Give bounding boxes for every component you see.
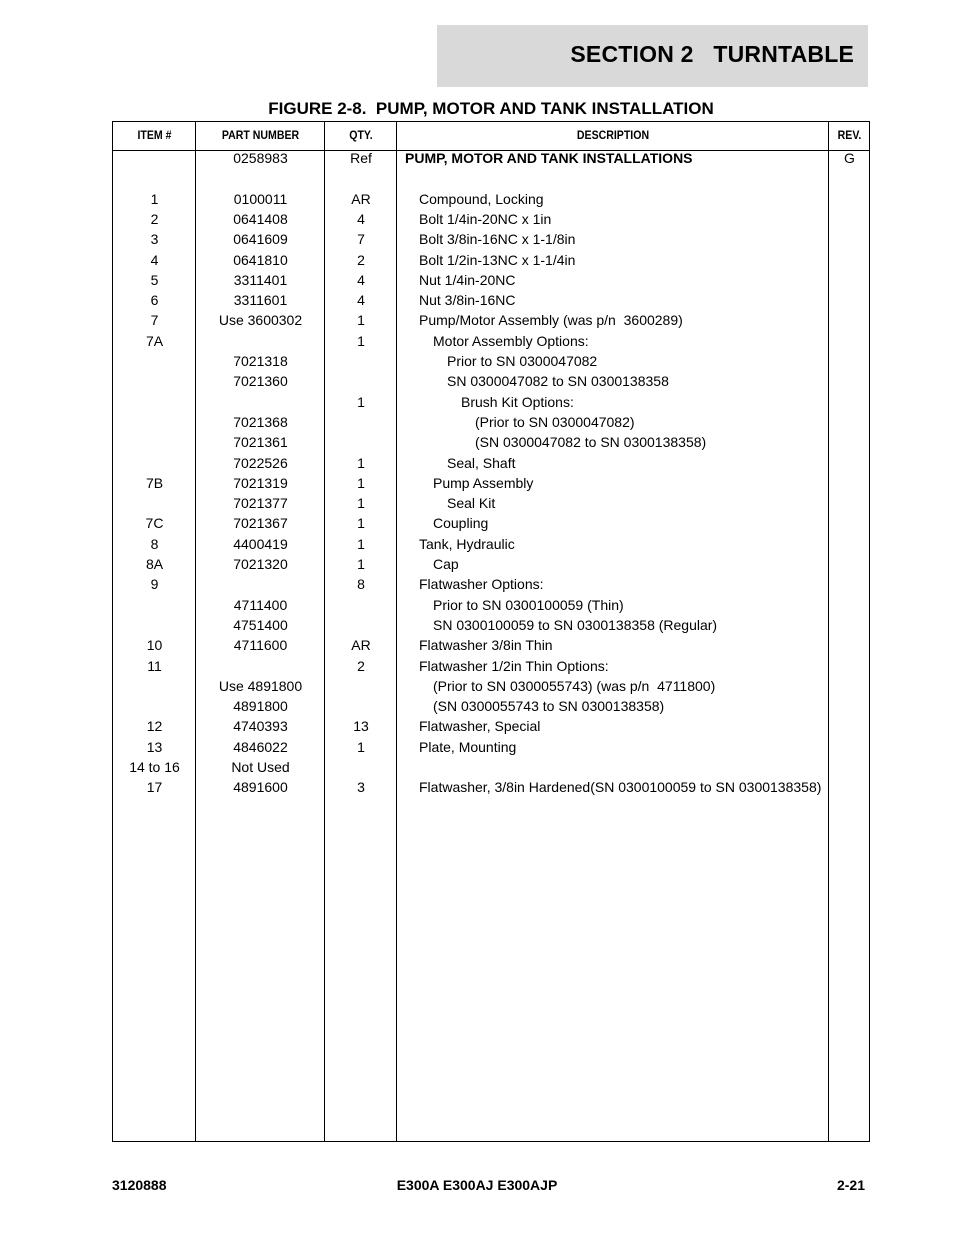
cell-part-number: 7021368 <box>233 413 288 430</box>
table-row <box>113 331 869 351</box>
cell-item: 1 <box>150 190 159 207</box>
table-row <box>113 168 869 188</box>
table-row <box>113 635 869 655</box>
cell-qty: 4 <box>357 292 365 309</box>
cell-description: Bolt 3/8in-16NC x 1-1/8in <box>419 231 576 248</box>
footer-page-number: 2-21 <box>836 1177 865 1193</box>
table-row <box>113 209 869 229</box>
cell-qty: 8 <box>357 576 365 593</box>
table-row <box>113 716 869 736</box>
cell-item: 17 <box>146 779 163 796</box>
cell-item: 6 <box>150 292 159 309</box>
cell-description: Bolt 1/2in-13NC x 1-1/4in <box>419 251 576 268</box>
cell-part-number: 4846022 <box>233 738 288 755</box>
footer-doc-number: 3120888 <box>112 1177 167 1193</box>
cell-qty: Ref <box>350 150 372 166</box>
cell-item: 7 <box>150 312 159 329</box>
cell-description: Bolt 1/4in-20NC x 1in <box>419 210 552 227</box>
table-row <box>113 412 869 432</box>
table-row <box>113 615 869 635</box>
cell-part-number: 0100011 <box>233 190 288 207</box>
cell-description: PUMP, MOTOR AND TANK INSTALLATIONS <box>405 150 693 166</box>
table-row <box>113 574 869 594</box>
cell-qty: 1 <box>357 515 365 532</box>
cell-part-number: Use 3600302 <box>218 312 303 329</box>
table-row <box>113 148 869 168</box>
cell-item: 3 <box>150 231 159 248</box>
table-row <box>113 250 869 270</box>
cell-description: Motor Assembly Options: <box>433 332 589 349</box>
table-row <box>113 696 869 716</box>
table-row <box>113 493 869 513</box>
cell-description: Prior to SN 0300047082 <box>447 353 598 369</box>
parts-table <box>112 121 870 1142</box>
col-header-item: ITEM # <box>137 128 172 142</box>
cell-item: 8A <box>145 556 164 572</box>
col-header-qty: QTY. <box>349 128 373 142</box>
table-row <box>113 189 869 209</box>
table-row <box>113 351 869 371</box>
cell-qty: 4 <box>357 210 365 227</box>
cell-description: (SN 0300047082 to SN 0300138358) <box>475 434 707 451</box>
table-row <box>113 229 869 249</box>
cell-description: Brush Kit Options: <box>461 393 574 410</box>
cell-qty: 13 <box>353 718 369 735</box>
cell-part-number: 7021367 <box>233 515 288 532</box>
cell-part-number: 7022526 <box>233 454 288 471</box>
table-row <box>113 656 869 676</box>
cell-part-number: 4891800 <box>233 698 288 715</box>
cell-description: (Prior to SN 0300047082) <box>475 413 635 430</box>
cell-rev: G <box>844 150 855 166</box>
cell-part-number: 4891600 <box>233 779 288 796</box>
cell-part-number: 7021377 <box>233 495 288 512</box>
cell-description: Cap <box>433 556 459 572</box>
table-row <box>113 392 869 412</box>
col-header-rev: REV. <box>837 128 862 142</box>
cell-description: SN 0300047082 to SN 0300138358 <box>447 373 669 390</box>
cell-part-number: 4751400 <box>233 616 288 633</box>
cell-qty: 1 <box>357 312 365 329</box>
cell-description: Pump Assembly <box>433 474 534 491</box>
table-row <box>113 676 869 696</box>
cell-description: Flatwasher 1/2in Thin Options: <box>419 657 609 674</box>
cell-part-number: 7021319 <box>233 474 288 491</box>
cell-part-number: 0258983 <box>233 150 288 166</box>
cell-qty: 1 <box>357 393 365 410</box>
cell-qty: 1 <box>357 332 365 349</box>
cell-qty: 1 <box>357 454 365 471</box>
cell-description: SN 0300100059 to SN 0300138358 (Regular) <box>433 616 718 633</box>
cell-qty: 3 <box>357 779 365 796</box>
section-title: SECTION 2 TURNTABLE <box>570 41 854 67</box>
cell-qty: AR <box>351 190 371 207</box>
table-row <box>113 432 869 452</box>
cell-qty: 1 <box>357 556 365 572</box>
cell-qty: 1 <box>357 738 365 755</box>
cell-qty: 1 <box>357 535 365 552</box>
cell-item: 7C <box>145 515 164 532</box>
col-header-part-number: PART NUMBER <box>221 128 300 142</box>
cell-part-number: 3311601 <box>233 292 288 309</box>
cell-part-number: Use 4891800 <box>218 677 303 694</box>
cell-description: (Prior to SN 0300055743) (was p/n 4711800) <box>433 677 716 694</box>
table-row <box>113 595 869 615</box>
table-row <box>113 757 869 777</box>
cell-description: Flatwasher 3/8in Thin <box>419 637 553 654</box>
cell-part-number: 4740393 <box>233 718 288 735</box>
cell-description: Tank, Hydraulic <box>419 535 515 552</box>
cell-description: Plate, Mounting <box>419 738 517 755</box>
col-header-description: DESCRIPTION <box>576 128 650 142</box>
cell-part-number: 4400419 <box>233 535 288 552</box>
cell-description: Flatwasher Options: <box>419 576 544 593</box>
table-row <box>113 534 869 554</box>
cell-qty: 2 <box>357 251 365 268</box>
table-row <box>113 737 869 757</box>
cell-description: Flatwasher, 3/8in Hardened(SN 0300100059 to SN 0300138358) <box>419 779 822 796</box>
table-row <box>113 290 869 310</box>
cell-qty: AR <box>351 637 371 654</box>
cell-description: Seal, Shaft <box>447 454 516 471</box>
cell-description: Flatwasher, Special <box>419 718 541 735</box>
cell-qty: 1 <box>357 495 365 512</box>
cell-item: 9 <box>150 576 159 593</box>
cell-item: 11 <box>147 657 162 674</box>
table-row <box>113 270 869 290</box>
table-row <box>113 310 869 330</box>
cell-part-number: 0641609 <box>233 231 288 248</box>
footer-models: E300A E300AJ E300AJP <box>396 1177 558 1193</box>
table-row <box>113 371 869 391</box>
table-row <box>113 453 869 473</box>
cell-part-number: 7021361 <box>233 434 288 451</box>
cell-item: 7B <box>145 474 164 491</box>
cell-item: 2 <box>150 210 159 227</box>
cell-qty: 2 <box>357 657 365 674</box>
cell-qty: 1 <box>357 474 365 491</box>
cell-description: Prior to SN 0300100059 (Thin) <box>433 596 624 613</box>
cell-item: 5 <box>150 271 159 288</box>
cell-item: 12 <box>146 718 163 735</box>
cell-part-number: Not Used <box>231 759 290 775</box>
cell-description: Nut 1/4in-20NC <box>419 271 516 288</box>
cell-item: 7A <box>145 332 164 349</box>
table-row <box>113 473 869 493</box>
cell-part-number: 7021360 <box>233 373 288 390</box>
cell-description: Compound, Locking <box>419 190 544 207</box>
cell-part-number: 7021318 <box>233 353 288 369</box>
cell-part-number: 3311401 <box>233 271 288 288</box>
cell-item: 8 <box>150 535 159 552</box>
cell-item: 10 <box>146 637 163 654</box>
cell-description: Pump/Motor Assembly (was p/n 3600289) <box>419 312 683 329</box>
cell-part-number: 7021320 <box>233 556 288 572</box>
cell-description: Seal Kit <box>447 495 496 512</box>
cell-description: (SN 0300055743 to SN 0300138358) <box>433 698 665 715</box>
cell-part-number: 0641408 <box>233 210 288 227</box>
cell-part-number: 4711600 <box>233 637 288 654</box>
figure-title: FIGURE 2-8. PUMP, MOTOR AND TANK INSTALLATION <box>268 99 714 118</box>
cell-description: Coupling <box>433 515 489 532</box>
table-row <box>113 554 869 574</box>
table-row <box>113 777 869 797</box>
cell-qty: 4 <box>357 271 365 288</box>
table-row <box>113 513 869 533</box>
cell-item: 4 <box>150 251 159 268</box>
cell-part-number: 0641810 <box>233 251 288 268</box>
cell-description: Nut 3/8in-16NC <box>419 292 516 309</box>
cell-item: 14 to 16 <box>129 759 180 775</box>
cell-part-number: 4711400 <box>233 596 288 613</box>
cell-item: 13 <box>146 738 163 755</box>
cell-qty: 7 <box>357 231 365 248</box>
section-banner <box>437 25 868 87</box>
